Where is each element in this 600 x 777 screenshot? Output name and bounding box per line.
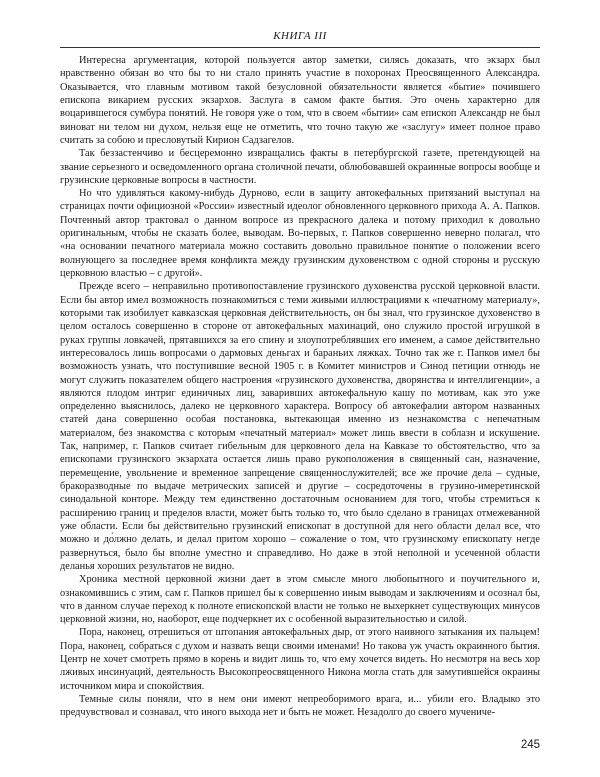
paragraph: Интересна аргументация, которой пользуется автор заметки, силясь доказать, что экзарх был нравственно обязан во что бы то ни стало принять участие в похоронах Преосвященного Александра. Оказывается, что главным мотивом такой безусловной обязательности является «бытие» почившего епископа викарием русских экзархов. Заслуга в самом факте бытия. Это очень характерно для воцарившегося сумбура понятий. Не говоря уже о том, что в своем «бытии» сам епископ Александр не был виноват ни телом ни духом, нельзя еще не отметить, что точно такую же «заслугу» имеет полное право считать за собою и пресловутый Кирион Садзагелов. bbox=[60, 55, 540, 146]
paragraph: Пора, наконец, отрешиться от штопания автокефальных дыр, от этого наивного затыкания их пальцем! Пора, наконец, собраться с духом и назвать вещи своими именами! Но такова уж участь окраинного бытия. Центр не хочет смотреть прямо в корень и видит лишь то, что ему хочется видеть. Но несмотря на весь хор лживых инсинуаций, деятельность Высокопреосвященного Никона могла стать для замутившейся окраины источником мира и спокойствия. bbox=[60, 627, 540, 692]
paragraph: Прежде всего – неправильно противопоставление грузинского духовенства русской церковной власти. Если бы автор имел возможность познакомиться с теми живыми иллюстрациями к «печатному материалу», которыми так изобилует кавказская церковная действительность, он бы знал, что грузинское духовенство в целом осталось совершенно в стороне от автокефальных махинаций, оно служило простой игрушкой в руках группы ловкачей, прятавшихся за его спину и злоупотреблявших его именем, а самое действительно интересовалось лишь вопросами о дармовых деньгах и бараньих ляжках. Точно так же г. Папков имел бы возможность узнать, что поступившие весной 1905 г. в Комитет министров и Синод петиции отнюдь не могут служить показателем общего настроения «грузинского духовенства, дворянства и интеллигенции», а являются плодом интриг единичных лиц, заваривших автокефальную кашу по мотивам, как это уже определенно выяснилось, далеко не церковного характера. Вопросу об автокефалии автором названных статей дана совершенно особая постановка, вытекающая именно из незнакомства с непечатным материалом, без знакомства с которым «печатный материал» может лишь ввести в соблазн и искушение. Так, например, г. Папков считает гибельным для церковного дела на Кавказе то обстоятельство, что за епископами грузинского экзархата остается лишь право рукоположения в священный сан, назначение, перемещение, увольнение и временное запрещение священнослужителей; все же прочие дела – судные, бракоразводные по выдаче метрических записей и другие – сосредоточены в грузино-имеретинской синодальной конторе. Между тем единственно достаточным основанием для того, чтобы стремиться к расширению границ и пределов власти, может быть только то, что было сделано в границах отмежеванной уже области. Если бы действительно грузинский епископат в доступной для него области делал все, что можно и до́лжно делать, и делал притом хорошо – сожаление о том, что грузинскому епископату негде развернуться, было бы вполне уместно и справедливо. Но даже в этой неполной и усеченной области деланья хороших результатов не видно. bbox=[60, 281, 540, 572]
page-number: 245 bbox=[520, 739, 540, 751]
paragraph: Темные силы поняли, что в нем они имеют непреоборимого врага, и... убили его. Владыко это предчувствовал и сознавал, что иного выхода нет и быть не может. Незадолго до своего мучениче- bbox=[60, 694, 540, 719]
body-text bbox=[60, 54, 540, 720]
paragraph: Хроника местной церковной жизни дает в этом смысле много любопытного и поучительного и, ознакомившись с этим, сам г. Папков пришел бы к совершенно иным выводам и заключениям и осознал бы, что в данном случае переход к полноте епископской власти не только не выхеркнет существующих минусов церковной жизни, но, наоборот, еще подчеркнет их с особенной выразительностью и силой. bbox=[60, 574, 540, 626]
running-head: КНИГА III bbox=[60, 30, 540, 48]
paragraph: Так беззастенчиво и бесцеремонно извращались факты в петербургской газете, претендующей на звание серьезного и осведомленного органа столичной печати, облюбовавшей окраинные вопросы вообще и грузинские церковные вопросы в частности. bbox=[60, 148, 540, 186]
paragraph: Но что удивляться какому-нибудь Дурново, если в защиту автокефальных притязаний выступал на страницах почти официозной «России» известный идеолог обновленного церковного прихода А. А. Папков. Почтенный автор трактовал о данном вопросе из прекрасного далека и потому приходил к довольно оригинальным, чтобы не сказать более, выводам. Во-первых, г. Папков совершенно неверно полагал, что «на основании печатного материала можно составить довольно правильное понятие о положении всего волнующего за последнее время конфликта между грузинским духовенством с одной стороны и русскую церковною властью – с другой». bbox=[60, 188, 540, 279]
